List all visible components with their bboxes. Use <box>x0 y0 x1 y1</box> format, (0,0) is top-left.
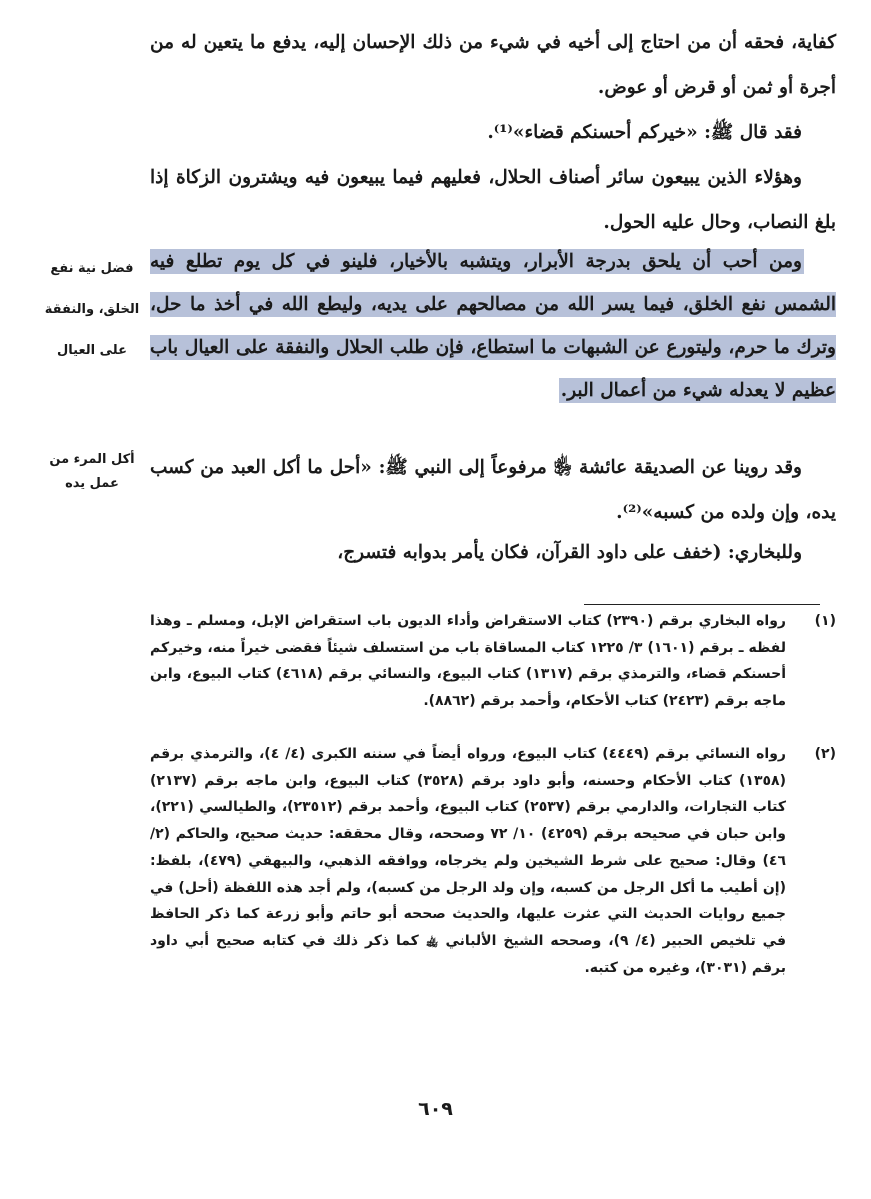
paragraph-aisha-hadith <box>150 445 836 535</box>
paragraph-hadith-qada <box>150 110 836 155</box>
margin-note-kasb: أكل المرء من عمل يده <box>49 452 135 491</box>
footnote-2 <box>150 741 836 981</box>
paragraph-6: وللبخاري: (خفف على داود القرآن، فكان يأمر بدوابه فتسرج، <box>337 542 802 563</box>
footnote-1-text: رواه البخاري برقم (٢٣٩٠) كتاب الاستقراض وأداء الديون باب استقراض الإبل، ومسلم ـ وهذا لفظه ـ برقم (١٦٠١) ٣/ ١٢٢٥ كتاب المساقاة باب من استسلف شيئاً فقضى خيراً منه، وخيركم أحسنكم قضاء، والترمذي برقم (١٣١٧) كتاب البيوع، والنسائي برقم (٤٦١٨) كتاب البيوع، وابن ماجه برقم (٢٤٢٣) كتاب الأحكام، وأحمد برقم (٨٨٦٢). <box>150 613 786 710</box>
paragraph-continuation <box>150 20 836 110</box>
footnote-2-text: رواه النسائي برقم (٤٤٤٩) كتاب البيوع، ورواه أيضاً في سننه الكبرى (٤/ ٤)، والترمذي برقم (١٣٥٨) كتاب الأحكام وحسنه، وأبو داود برقم (٣٥٢٨) كتاب البيوع، وابن ماجه برقم (٢١٣٧) كتاب التجارات، والدارمي برقم (٢٥٣٧) كتاب البيوع، وأحمد برقم (٢٣٥١٢)، والطيالسي (٢٢١)، وابن حبان في صحيحه برقم (٤٢٥٩) ١٠/ ٧٢ وصححه، وقال محققه: حديث صحيح، والحاكم (٢/ ٤٦) وقال: صحيح على شرط الشيخين ولم يخرجاه، ووافقه الذهبي، والبيهقي (٤٧٩)، بلفظ: (إن أطيب ما أكل الرجل من كسبه، وإن ولد الرجل من كسبه)، ولم أجد هذه اللفظة (أحل) في جميع روايات الحديث التي عثرت عليها، والحديث صححه أبو حاتم وأبو زرعة كما ذكر الحافظ في تلخيص الحبير (٤/ ٩)، وصححه الشيخ الألباني ﵀ كما ذكر ذلك في كتابه صحيح أبي داود برقم (٣٠٣١)، وغيره من كتبه. <box>150 746 787 976</box>
margin-note-niyyah: فضل نية نفع الخلق، والنفقة على العيال <box>44 261 140 358</box>
paragraph-1: كفاية، فحقه أن من احتاج إلى أخيه في شيء من ذلك الإحسان إليه، يدفع ما يتعين له من أجرة أو ثمن أو قرض أو عوض. <box>150 32 836 98</box>
paragraph-zakat <box>150 155 836 245</box>
footnote-separator <box>584 604 820 605</box>
page-number: ٦٠٩ <box>418 1098 453 1120</box>
footnote-1-number: (١) <box>814 613 836 629</box>
footnote-2-number: (٢) <box>814 746 836 762</box>
paragraph-5: وقد روينا عن الصديقة عائشة ﵂ مرفوعاً إلى النبي ﷺ: «أحل ما أكل العبد من كسب يده، وإن ولده من كسبه»⁽²⁾. <box>150 457 836 523</box>
footnote-1 <box>150 608 836 715</box>
paragraph-4-highlighted: ومن أحب أن يلحق بدرجة الأبرار، ويتشبه بالأخيار، فلينو في كل يوم تطلع فيه الشمس نفع الخلق، فيما يسر الله من مصالحهم على يديه، وليطع الله في أخذ ما حل، وترك ما حرم، وليتورع عن الشبهات ما استطاع، فإن طلب الحلال والنفقة على العيال باب عظيم لا يعدله شيء من أعمال البر. <box>150 251 836 401</box>
highlighted-paragraph <box>150 240 836 412</box>
paragraph-3: وهؤلاء الذين يبيعون سائر أصناف الحلال، فعليهم فيما يبيعون فيه ويشترون الزكاة إذا بلغ النصاب، وحال عليه الحول. <box>150 167 836 233</box>
paragraph-2: فقد قال ﷺ: «خيركم أحسنكم قضاء»⁽¹⁾. <box>487 122 802 143</box>
paragraph-bukhari <box>150 530 836 575</box>
